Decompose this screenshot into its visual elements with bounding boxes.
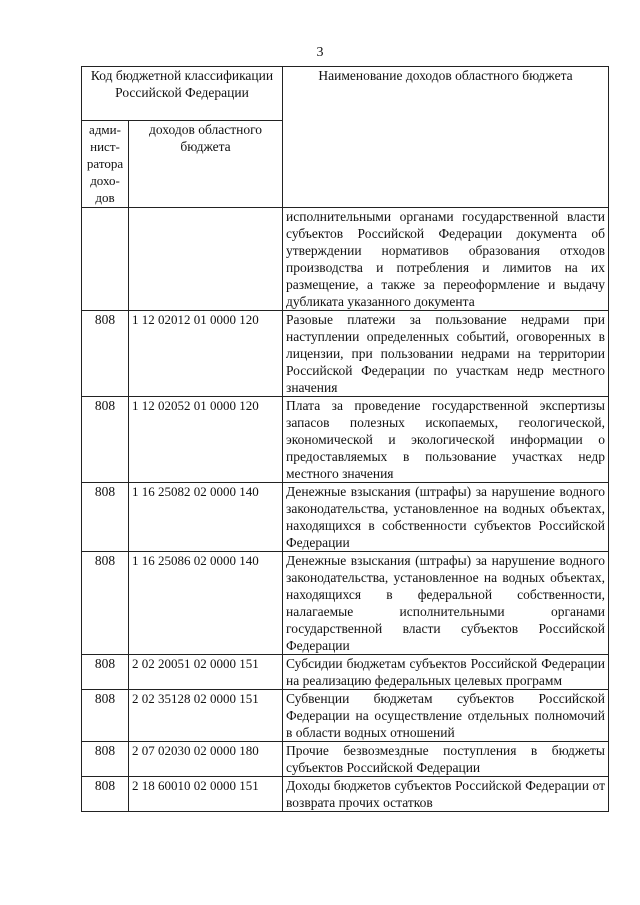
admin-code-cell: 808 <box>82 397 129 483</box>
budget-classification-table <box>81 66 609 812</box>
admin-code-cell: 808 <box>82 742 129 777</box>
revenue-code-cell: 1 12 02052 01 0000 120 <box>129 397 283 483</box>
admin-code-cell: 808 <box>82 483 129 552</box>
table-row <box>82 655 609 690</box>
revenue-code-cell <box>129 208 283 311</box>
admin-code-cell: 808 <box>82 311 129 397</box>
revenue-name-cell: Доходы бюджетов субъектов Российской Федерации от возврата прочих остатков <box>283 777 609 812</box>
table-row <box>82 742 609 777</box>
header-revenue-name: Наименование доходов областного бюджета <box>283 67 609 208</box>
revenue-name-cell: Денежные взыскания (штрафы) за нарушение водного законодательства, установленное на водных объектах, находящихся в федеральной собственности, налагаемые исполнительными органами государственной власти субъектов Российской Федерации <box>283 552 609 655</box>
admin-code-cell: 808 <box>82 690 129 742</box>
page-number: 3 <box>316 45 324 60</box>
table-row <box>82 483 609 552</box>
revenue-name-cell: Денежные взыскания (штрафы) за нарушение водного законодательства, установленное на водных объектах, находящихся в собственности субъектов Российской Федерации <box>283 483 609 552</box>
table-row <box>82 777 609 812</box>
table-row <box>82 690 609 742</box>
table-row <box>82 311 609 397</box>
revenue-code-cell: 2 02 35128 02 0000 151 <box>129 690 283 742</box>
header-budget-classification-code: Код бюджетной классификации Российской Федерации <box>82 67 283 121</box>
revenue-code-cell: 1 16 25082 02 0000 140 <box>129 483 283 552</box>
revenue-name-cell: исполнительными органами государственной власти субъектов Российской Федерации документа об утверждении нормативов образования отходов производства и потребления и лимитов на их размещение, а также за переоформление и выдачу дубликата указанного документа <box>283 208 609 311</box>
header-row-top <box>82 67 609 121</box>
revenue-name-cell: Субсидии бюджетам субъектов Российской Федерации на реализацию федеральных целевых программ <box>283 655 609 690</box>
revenue-name-cell: Разовые платежи за пользование недрами при наступлении определенных событий, оговоренных в лицензии, при пользовании недрами на территории Российской Федерации по участкам недр местного значения <box>283 311 609 397</box>
header-administrator: адми-нист-ратора дохо-дов <box>82 121 129 208</box>
header-revenue-code: доходов областного бюджета <box>129 121 283 208</box>
table-row <box>82 397 609 483</box>
admin-code-cell: 808 <box>82 655 129 690</box>
admin-code-cell <box>82 208 129 311</box>
revenue-code-cell: 2 18 60010 02 0000 151 <box>129 777 283 812</box>
revenue-name-cell: Прочие безвозмездные поступления в бюджеты субъектов Российской Федерации <box>283 742 609 777</box>
revenue-code-cell: 1 12 02012 01 0000 120 <box>129 311 283 397</box>
revenue-name-cell: Плата за проведение государственной экспертизы запасов полезных ископаемых, геологической, экономической и экологической информации о предоставляемых в пользование участках недр местного значения <box>283 397 609 483</box>
revenue-code-cell: 2 07 02030 02 0000 180 <box>129 742 283 777</box>
revenue-code-cell: 1 16 25086 02 0000 140 <box>129 552 283 655</box>
admin-code-cell: 808 <box>82 552 129 655</box>
revenue-code-cell: 2 02 20051 02 0000 151 <box>129 655 283 690</box>
table-row <box>82 552 609 655</box>
admin-code-cell: 808 <box>82 777 129 812</box>
table-row <box>82 208 609 311</box>
revenue-name-cell: Субвенции бюджетам субъектов Российской Федерации на осуществление отдельных полномочий в области водных отношений <box>283 690 609 742</box>
